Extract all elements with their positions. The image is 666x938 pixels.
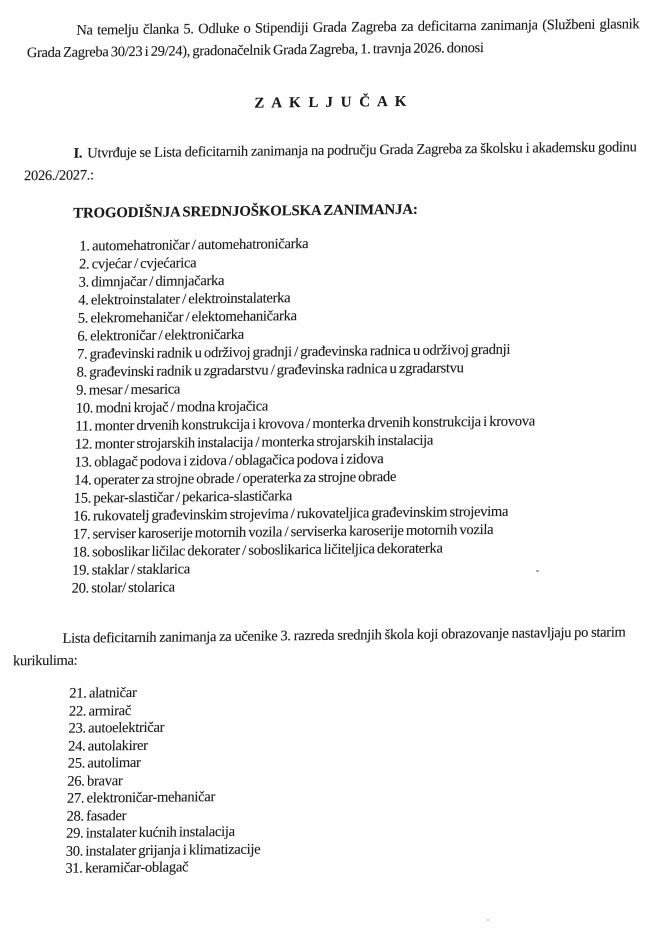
list-item: 27. elektroničar-mehaničar [66, 789, 216, 807]
section-1-paragraph [24, 136, 637, 187]
list-item: 16. rukovatelj građevinskim strojevima / rukovateljica građevinskim strojevima [73, 503, 509, 525]
list-item: 28. fasader [66, 807, 127, 825]
list-item: 6. elektroničar / elektroničarka [77, 326, 245, 345]
list-item: 13. oblagač podova i zidova / oblagačica podova i zidova [74, 451, 384, 471]
list-item: 30. instalater grijanja i klimatizacije [65, 840, 261, 860]
primary-list-heading: TROGODIŠNJA SREDNJOŠKOLSKA ZANIMANJA: [72, 201, 418, 222]
list-item: 21. alatničar [69, 684, 137, 702]
list-item: 17. serviser karoserije motornih vozila / serviserka karoserije motornih vozila [72, 521, 494, 543]
list-item: 3. dimnjačar / dimnjačarka [78, 272, 225, 291]
list-item: 11. monter drvenih konstrukcija i krovova / monterka drvenih konstrukcija i krovova [75, 413, 536, 435]
secondary-occupations-list [65, 679, 624, 878]
list-item: 22. armirač [68, 702, 132, 720]
list-item: 26. bravar [67, 772, 123, 790]
document-title: Z A K L J U Č A K [254, 93, 410, 112]
list-item: 7. građevinski radnik u održivoj gradnji / građevinska radnica u održivoj gradnji [76, 341, 511, 363]
list-item: 12. monter strojarskih instalacija / monterka strojarskih instalacija [74, 432, 434, 453]
list-item: 29. instalater kućnih instalacija [65, 823, 235, 842]
continuation-paragraph: Lista deficitarnih zanimanja za učenike 3. razreda srednjih škola koji obrazovanje nastavljaju po starim kurikulima: [12, 624, 626, 670]
primary-occupations-list [71, 231, 634, 597]
list-item: 10. modni krojač / modna krojačica [75, 398, 269, 417]
list-item: 1. automehatroničar / automehatroničarka [79, 235, 309, 255]
list-item: 19. staklar / staklarica [71, 561, 191, 579]
list-item: 31. keramičar-oblagač [65, 859, 189, 877]
list-item: 14. operater za strojne obrade / operaterka za strojne obrade [73, 468, 397, 489]
list-item: 18. soboslikar ličilac dekorater / soboslikarica ličiteljica dekoraterka [72, 540, 443, 561]
section-1-marker: I. [73, 145, 83, 162]
scan-speck [536, 570, 539, 572]
list-item: 9. mesar / mesarica [75, 381, 181, 399]
list-item: 4. elektroinstalater / elektroinstalaterka [77, 290, 291, 309]
intro-paragraph: Na temelju članka 5. Odluke o Stipendiji Grada Zagreba za deficitarna zanimanja (Službeni glasnik Grada Zagreba 30/23 i 29/24), gradonačelnik Grada Zagreba, 1. travnja 2026. donosi [26, 16, 640, 62]
list-item: 5. elekromehaničar / elektomehaničarka [77, 308, 297, 327]
list-item: 20. stolar/ stolarica [71, 579, 175, 597]
scan-speck [487, 919, 489, 921]
list-item: 2. cvjećar / cvjećarica [78, 255, 197, 273]
list-item: 25. autolimar [67, 754, 141, 772]
list-item: 8. građevinski radnik u zgradarstvu / građevinska radnica u zgradarstvu [76, 360, 464, 381]
section-1-text: Utvrđuje se Lista deficitarnih zanimanja na području Grada Zagreba za školsku i akademsku godinu 2026./2027.: [23, 139, 637, 185]
list-item: 24. autolakirer [67, 737, 148, 755]
list-item: 23. autoelektričar [68, 719, 165, 737]
list-item: 15. pekar-slastičar / pekarica-slastičarka [73, 488, 293, 507]
